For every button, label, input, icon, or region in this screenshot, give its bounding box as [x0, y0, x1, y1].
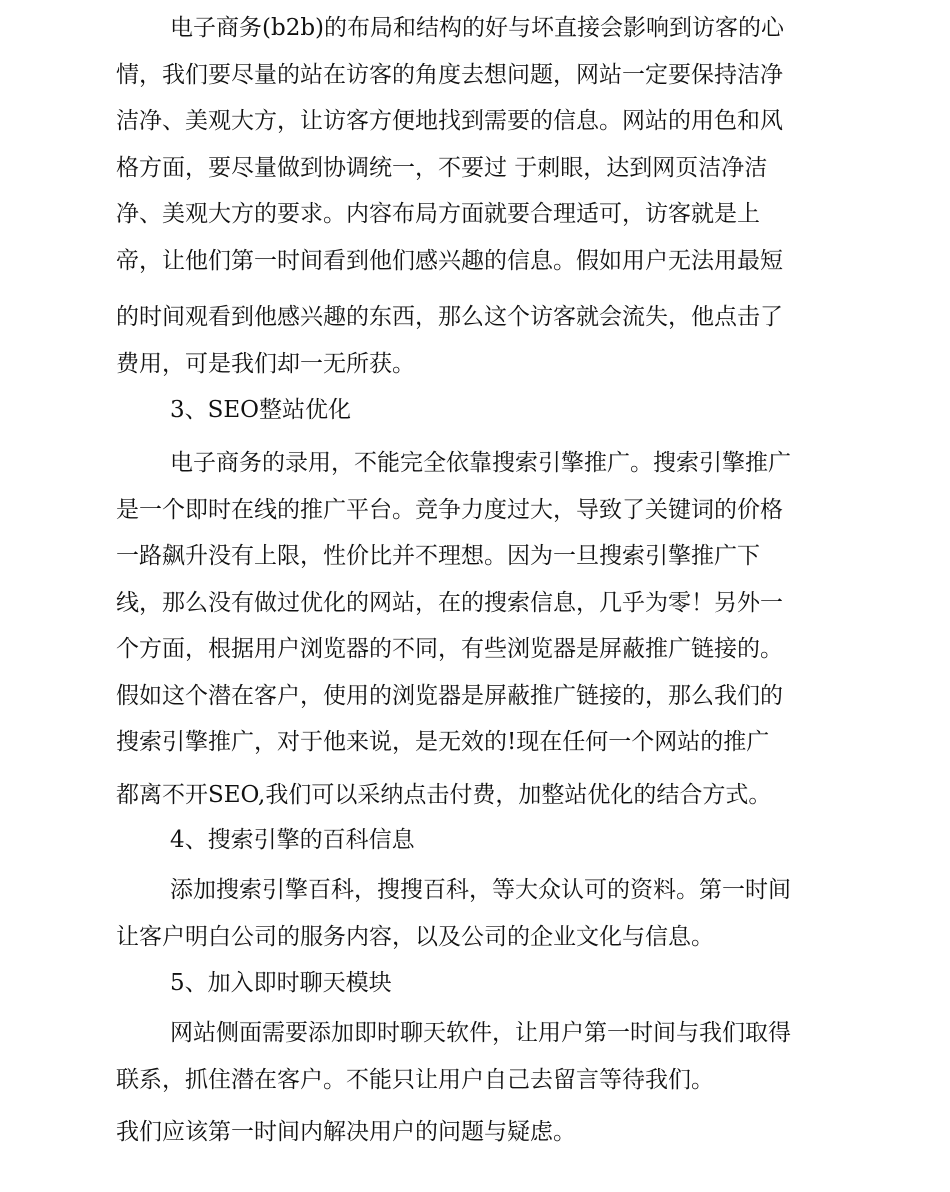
paragraph-line: 添加搜索引擎百科，搜搜百科，等大众认可的资料。第一时间 — [170, 877, 791, 903]
paragraph-line: 是一个即时在线的推广平台。竞争力度过大，导致了关键词的价格 — [116, 497, 783, 523]
paragraph-line: 帝，让他们第一时间看到他们感兴趣的信息。假如用户无法用最短 — [116, 248, 783, 274]
section-heading: 3、SEO整站优化 — [170, 397, 352, 423]
paragraph-line: 一路飙升没有上限，性价比并不理想。因为一旦搜索引擎推广下 — [116, 543, 760, 569]
paragraph-line: 费用，可是我们却一无所获。 — [116, 351, 415, 377]
paragraph-line: 电子商务(b2b)的布局和结构的好与坏直接会影响到访客的心 — [170, 15, 785, 41]
paragraph-line: 让客户明白公司的服务内容，以及公司的企业文化与信息。 — [116, 924, 714, 950]
paragraph-line: 都离不开SEO,我们可以采纳点击付费，加整站优化的结合方式。 — [116, 782, 772, 808]
paragraph-line: 联系，抓住潜在客户。不能只让用户自己去留言等待我们。 — [116, 1067, 714, 1093]
paragraph-line: 的时间观看到他感兴趣的东西，那么这个访客就会流失，他点击了 — [116, 304, 783, 330]
section-heading: 5、加入即时聊天模块 — [170, 970, 392, 996]
paragraph-line: 净、美观大方的要求。内容布局方面就要合理适可，访客就是上 — [116, 201, 760, 227]
paragraph-line: 假如这个潜在客户，使用的浏览器是屏蔽推广链接的，那么我们的 — [116, 683, 783, 709]
paragraph-line: 个方面，根据用户浏览器的不同，有些浏览器是屏蔽推广链接的。 — [116, 636, 783, 662]
paragraph-line: 洁净、美观大方，让访客方便地找到需要的信息。网站的用色和风 — [116, 108, 783, 134]
paragraph-line: 情，我们要尽量的站在访客的角度去想问题，网站一定要保持洁净 — [116, 62, 783, 88]
paragraph-line: 线，那么没有做过优化的网站，在的搜索信息，几乎为零！另外一 — [116, 590, 783, 616]
paragraph-line: 格方面，要尽量做到协调统一，不要过 于刺眼，达到网页洁净洁 — [116, 155, 768, 181]
paragraph-line: 搜索引擎推广，对于他来说，是无效的!现在任何一个网站的推广 — [116, 729, 770, 755]
paragraph-line: 网站侧面需要添加即时聊天软件，让用户第一时间与我们取得 — [170, 1020, 791, 1046]
section-heading: 4、搜索引擎的百科信息 — [170, 827, 415, 853]
paragraph-line: 我们应该第一时间内解决用户的问题与疑虑。 — [116, 1119, 576, 1145]
paragraph-line: 电子商务的录用，不能完全依靠搜索引擎推广。搜索引擎推广 — [170, 450, 791, 476]
